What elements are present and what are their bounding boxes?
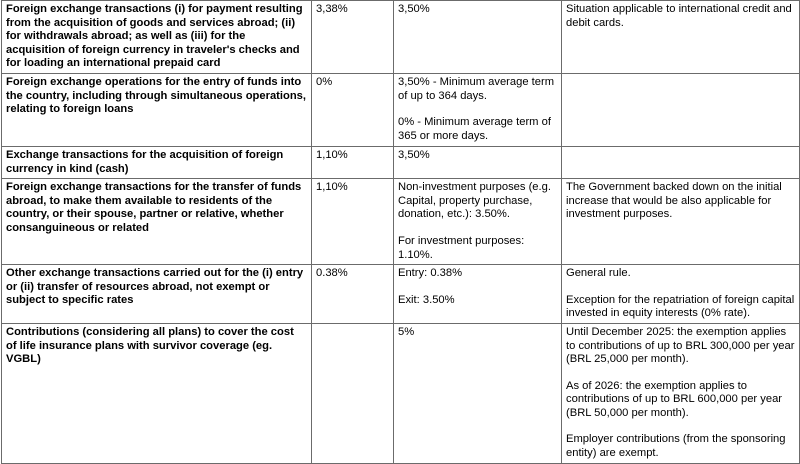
new-rate [394, 73, 562, 146]
comments [562, 179, 800, 265]
comment-line: Exception for the repatriation of foreign capital invested in equity interests (0% rate). [566, 293, 795, 320]
new-rate [394, 265, 562, 324]
comment-line: Until December 2025: the exemption applies to contributions of up to BRL 300,000 per year (BRL 25,000 per month). [566, 325, 795, 366]
row-description: Foreign exchange transactions for the transfer of funds abroad, to make them available to residents of the country, or their spouse, partner or relative, whether consanguineous or related [2, 179, 312, 265]
comments [562, 73, 800, 146]
tax-rate-table [1, 0, 800, 464]
new-rate-line: 3,50% [398, 3, 430, 15]
row-description: Contributions (considering all plans) to cover the cost of life insurance plans with survivor coverage (eg. VGBL) [2, 323, 312, 463]
previous-rate: 3,38% [312, 1, 394, 74]
new-rate-line: Entry: 0.38% [398, 267, 463, 280]
table-row [2, 323, 800, 463]
new-rate-line: 5% [398, 325, 415, 338]
comment-line: As of 2026: the exemption applies to contributions of up to BRL 600,000 per year (BRL 50,000 per month). [566, 379, 783, 419]
new-rate [394, 1, 562, 74]
table-row [2, 146, 800, 178]
comment-line: General rule. [566, 267, 631, 280]
new-rate-line: Exit: 3.50% [398, 293, 455, 306]
previous-rate: 0.38% [312, 265, 394, 324]
comments [562, 323, 800, 463]
comment-line: Situation applicable to international credit and debit cards. [566, 3, 792, 29]
previous-rate: 1,10% [312, 146, 394, 178]
row-description: Foreign exchange operations for the entry of funds into the country, including through simultaneous operations, relating to foreign loans [2, 73, 312, 146]
previous-rate: 1,10% [312, 179, 394, 265]
new-rate-line: 0% - Minimum average term of 365 or more days. [398, 116, 551, 142]
table-row [2, 179, 800, 265]
new-rate [394, 323, 562, 463]
row-description: Other exchange transactions carried out for the (i) entry or (ii) transfer of resources abroad, not exempt or subject to specific rates [2, 265, 312, 324]
comment-line: Employer contributions (from the sponsoring entity) are exempt. [566, 433, 786, 460]
new-rate-line: Non-investment purposes (e.g. Capital, property purchase, donation, etc.): 3.50%. [398, 181, 551, 221]
previous-rate [312, 323, 394, 463]
comments [562, 1, 800, 74]
new-rate [394, 179, 562, 265]
comment-line: The Government backed down on the initial increase that would be also applicable for investment purposes. [566, 181, 782, 221]
table-row [2, 73, 800, 146]
table-row [2, 1, 800, 74]
new-rate [394, 146, 562, 178]
comments [562, 146, 800, 178]
table-row [2, 265, 800, 324]
row-description: Foreign exchange transactions (i) for payment resulting from the acquisition of goods and services abroad; (ii) for withdrawals abroad; as well as (iii) for the acquisition of foreign currency in traveler's checks and for loading an international prepaid card [2, 1, 312, 74]
previous-rate: 0% [312, 73, 394, 146]
new-rate-line: 3,50% - Minimum average term of up to 364 days. [398, 75, 555, 102]
new-rate-line: 3,50% [398, 148, 430, 161]
new-rate-line: For investment purposes: 1.10%. [398, 234, 525, 261]
comments [562, 265, 800, 324]
row-description: Exchange transactions for the acquisition of foreign currency in kind (cash) [2, 146, 312, 178]
